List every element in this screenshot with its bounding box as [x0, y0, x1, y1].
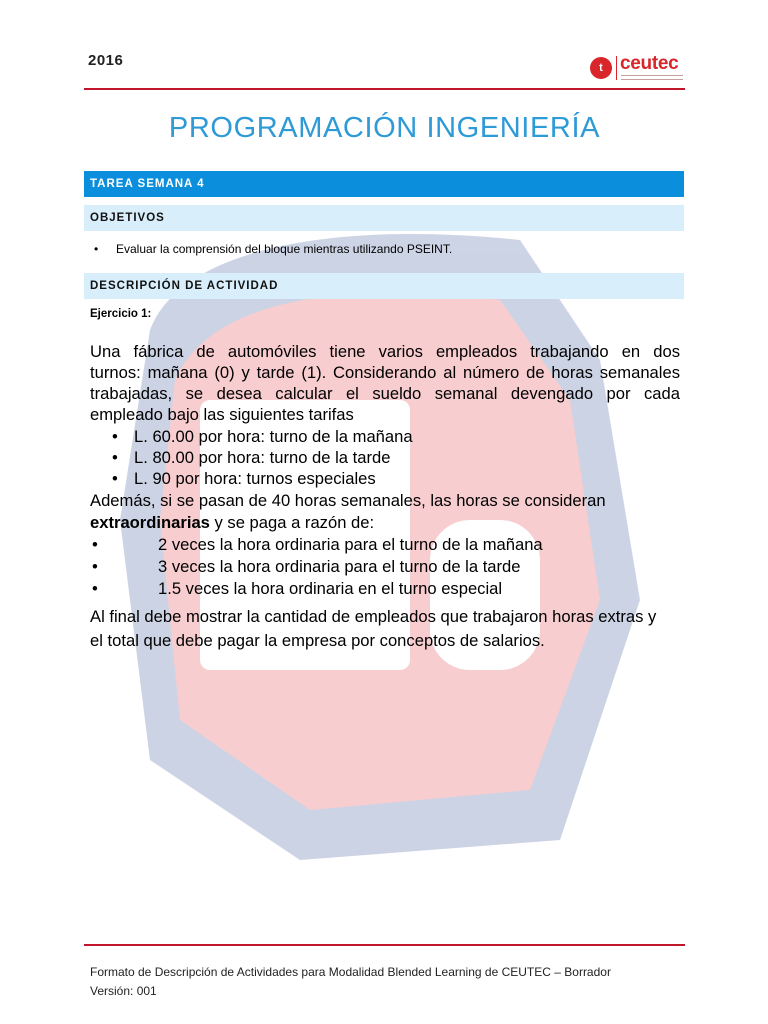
objective-item: • Evaluar la comprensión del bloque mientras utilizando PSEINT. [116, 242, 452, 256]
ceutec-logo [590, 54, 685, 84]
logo-separator [616, 56, 617, 80]
exercise-intro-line: turnos: mañana (0) y tarde (1). Considerando al número de horas semanales [90, 363, 680, 382]
footer-rule [84, 944, 685, 946]
exercise-intro-line: empleado bajo las siguientes tarifas [90, 405, 354, 424]
rate-item: • L. 60.00 por hora: turno de la mañana [134, 426, 413, 447]
extra-rate-item: 1.5 veces la hora ordinaria en el turno especial [158, 579, 503, 598]
footer [90, 963, 611, 1001]
footer-line: Formato de Descripción de Actividades para Modalidad Blended Learning de CEUTEC – Borrador [90, 965, 611, 979]
final-line: Al final debe mostrar la cantidad de empleados que trabajaron horas extras y [90, 607, 657, 626]
header-rule [84, 88, 685, 90]
header-year: 2016 [88, 52, 124, 69]
extra-line [90, 512, 680, 533]
section-objectives: OBJETIVOS [84, 205, 684, 231]
extra-intro: Además, si se pasan de 40 horas semanales, las horas se consideran [90, 491, 606, 510]
extra-rest: y se paga a razón de: [209, 513, 375, 532]
logo-text: ceutec [620, 53, 679, 74]
extra-bullet-icon: • [92, 557, 98, 576]
exercise-label: Ejercicio 1: [90, 308, 152, 320]
extra-rate-item: 2 veces la hora ordinaria para el turno de la mañana [158, 535, 543, 554]
page-title: PROGRAMACIÓN INGENIERÍA [168, 112, 601, 144]
footer-version: Versión: 001 [90, 984, 157, 998]
final-line: el total que debe pagar la empresa por conceptos de salarios. [90, 631, 545, 650]
exercise-intro-line: Una fábrica de automóviles tiene varios empleados trabajando en dos [90, 342, 680, 361]
extra-rate-item: 3 veces la hora ordinaria para el turno de la tarde [158, 557, 521, 576]
rate-item: • L. 90 por hora: turnos especiales [134, 468, 376, 489]
exercise-intro-line: trabajadas, se desea calcular el sueldo semanal devengado por cada [90, 384, 680, 403]
rate-item: • L. 80.00 por hora: turno de la tarde [134, 447, 390, 468]
extra-bullet-icon: • [92, 535, 98, 554]
extra-bullet-icon: • [92, 579, 98, 598]
section-description: DESCRIPCIÓN DE ACTIVIDAD [84, 273, 684, 299]
section-task: TAREA SEMANA 4 [84, 171, 684, 197]
logo-mark-icon: t [590, 57, 612, 79]
extra-bold-term: extraordinarias [90, 513, 210, 532]
logo-tagline-lines [621, 75, 683, 80]
